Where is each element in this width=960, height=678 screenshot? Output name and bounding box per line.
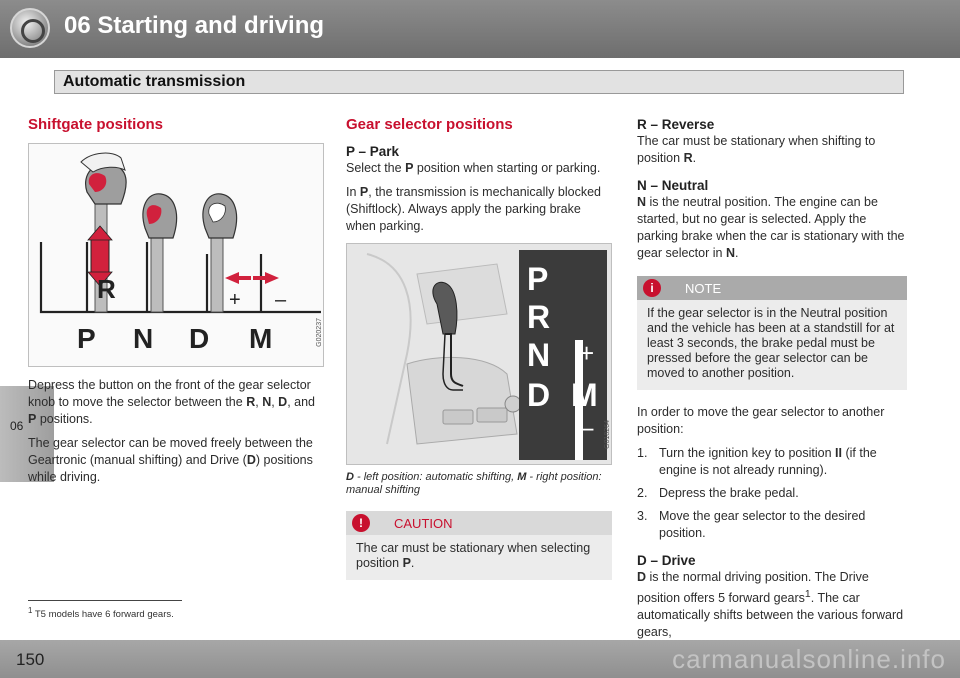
note-box: [637, 276, 907, 390]
section-bar: [54, 70, 904, 94]
selector-minus: –: [579, 412, 594, 442]
selector-plus: +: [579, 338, 595, 368]
neutral-paragraph: N is the neutral position. The engine can be started, but no gear is selected. Apply the parking brake when the car is stationary with the gear selector in N.: [637, 195, 905, 260]
shiftgate-illustration: [28, 143, 324, 367]
list-item: 3. Move the gear selector to the desired position.: [637, 509, 866, 540]
shiftgate-paragraph-2: The gear selector can be moved freely between the Geartronic (manual shifting) and Drive (D) positions while driving.: [28, 436, 313, 484]
selector-letter-p: P: [527, 261, 549, 297]
reverse-heading: R – Reverse: [637, 117, 715, 132]
park-heading: P – Park: [346, 144, 400, 159]
footnote-rule: [28, 600, 182, 601]
warning-icon: !: [352, 514, 370, 532]
footnote: $^1$ T5 models have 6 forward gears.: [28, 606, 174, 621]
chapter-title: 06 Starting and driving: [64, 12, 325, 39]
figure-id: G018264: [604, 420, 611, 449]
note-body: If the gear selector is in the Neutral position and the vehicle has been at a standstill for at least 3 seconds, the brake pedal must be pressed before the gear selector can be moved to another position.: [647, 306, 895, 380]
gear-selector-photo: [346, 243, 612, 465]
gate-label-r: R: [97, 274, 116, 304]
selector-letter-d: D: [527, 377, 551, 413]
selector-letter-n: N: [527, 337, 551, 373]
caution-box: [346, 511, 612, 580]
figure-caption: D - left position: automatic shifting, M - right position: manual shifting: [346, 471, 602, 496]
gate-label-m: M: [249, 323, 273, 354]
gate-label-minus: –: [275, 289, 287, 311]
gate-label-n: N: [133, 323, 154, 354]
column-shiftgate: [28, 116, 324, 493]
caution-title: CAUTION: [394, 516, 453, 531]
move-intro: In order to move the gear selector to another position:: [637, 405, 885, 436]
caution-header: [346, 511, 612, 535]
gear-selector-drawing: [347, 244, 611, 464]
list-item: 1. Turn the ignition key to position II (if the engine is not already running).: [637, 446, 877, 477]
shiftgate-heading: Shiftgate positions: [28, 116, 163, 133]
shiftgate-diagram: [29, 144, 323, 366]
gate-label-d: D: [189, 323, 210, 354]
drive-paragraph: D is the normal driving position. The Drive position offers 5 forward gears$^1$. The car automatically shifts between the various forward gears,: [637, 570, 904, 640]
figure-id: G020237: [316, 318, 323, 347]
note-header: [637, 276, 907, 300]
gate-label-p: P: [77, 323, 96, 354]
gate-label-plus: +: [229, 289, 241, 311]
park-paragraph-2: In P, the transmission is mechanically blocked (Shiftlock). Always apply the parking brake when parking.: [346, 185, 601, 233]
steering-wheel-icon: [10, 8, 50, 48]
section-title: Automatic transmission: [63, 73, 246, 90]
header-band: [0, 0, 960, 58]
column-positions: [637, 116, 907, 648]
shiftgate-paragraph-1: Depress the button on the front of the gear selector knob to move the selector between the R, N, D, and P positions.: [28, 378, 316, 426]
note-title: NOTE: [685, 281, 722, 296]
column-gear-selector: [346, 116, 612, 580]
info-icon: i: [643, 279, 661, 297]
selector-letter-m: M: [571, 377, 598, 413]
steps-list: [637, 445, 907, 542]
selector-letter-r: R: [527, 299, 551, 335]
neutral-heading: N – Neutral: [637, 178, 709, 193]
drive-heading: D – Drive: [637, 553, 696, 568]
reverse-paragraph: The car must be stationary when shifting to position R.: [637, 134, 876, 165]
watermark: carmanualsonline.info: [672, 644, 946, 674]
caution-body: The car must be stationary when selecting position P.: [356, 541, 591, 570]
chapter-side-tab-label: 06: [10, 419, 24, 433]
list-item: 2. Depress the brake pedal.: [637, 486, 799, 500]
page-number: 150: [16, 650, 45, 669]
gear-selector-heading: Gear selector positions: [346, 116, 513, 133]
footer-band: [0, 640, 960, 678]
park-paragraph-1: Select the P position when starting or parking.: [346, 161, 601, 175]
